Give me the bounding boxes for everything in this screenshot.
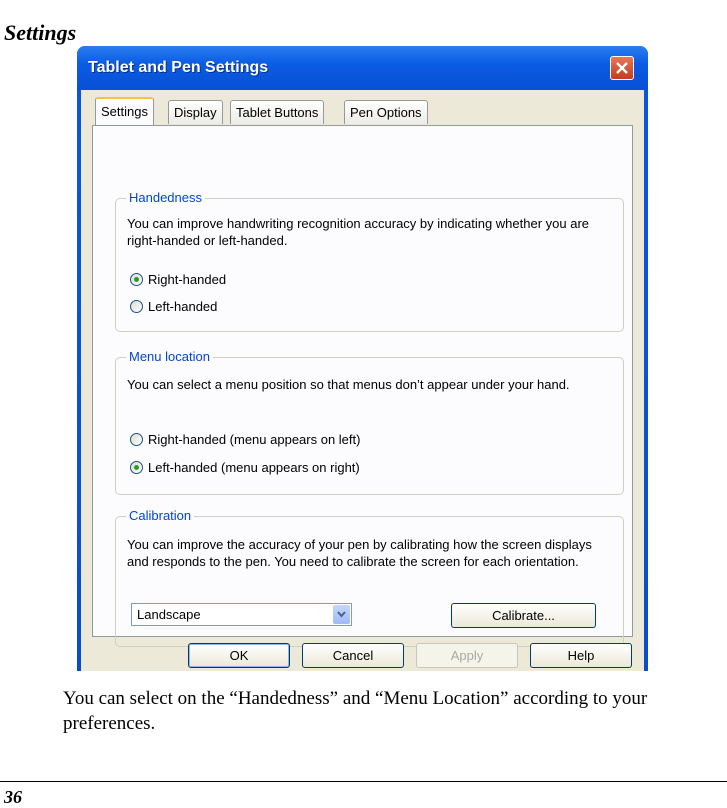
radio-label: Left-handed — [148, 299, 218, 314]
tab-pen-options[interactable]: Pen Options — [344, 100, 428, 124]
calibration-label: Calibration — [126, 508, 194, 523]
chevron-down-icon — [337, 611, 346, 618]
orientation-select[interactable] — [131, 603, 352, 626]
radio-label: Right-handed (menu appears on left) — [148, 432, 361, 447]
window-title: Tablet and Pen Settings — [88, 59, 269, 76]
calibration-description: You can improve the accuracy of your pen by calibrating how the screen displays and responds to the pen. You need to calibrate the screen for each orientation. — [127, 537, 592, 569]
ok-button[interactable]: OK — [188, 643, 290, 668]
handedness-group — [115, 190, 624, 332]
calibration-group — [115, 508, 624, 647]
menu-location-group — [115, 349, 624, 495]
dropdown-arrow-button[interactable] — [333, 605, 350, 624]
radio-right-handed[interactable] — [130, 273, 143, 286]
cancel-button[interactable]: Cancel — [302, 643, 404, 668]
handedness-label: Handedness — [126, 190, 205, 205]
tab-display[interactable]: Display — [168, 100, 223, 124]
dialog-client-area — [81, 90, 644, 671]
tablet-pen-settings-dialog — [77, 46, 648, 671]
document-heading: Settings — [4, 20, 77, 45]
footer-divider — [0, 781, 727, 782]
title-bar[interactable] — [77, 46, 648, 90]
orientation-value: Landscape — [137, 607, 201, 622]
tab-tablet-buttons[interactable]: Tablet Buttons — [230, 100, 324, 124]
close-icon — [615, 61, 629, 75]
handedness-description: You can improve handwriting recognition accuracy by indicating whether you are right-handed or left-handed. — [127, 216, 590, 248]
calibrate-button[interactable]: Calibrate... — [451, 603, 596, 628]
close-button[interactable] — [610, 56, 634, 80]
radio-left-handed[interactable] — [130, 300, 143, 313]
help-button[interactable]: Help — [530, 643, 632, 668]
radio-label: Right-handed — [148, 272, 227, 287]
radio-menu-left-handed[interactable] — [130, 461, 143, 474]
menu-location-description: You can select a menu position so that menus don’t appear under your hand. — [127, 377, 570, 392]
radio-label: Left-handed (menu appears on right) — [148, 460, 360, 475]
radio-menu-right-handed[interactable] — [130, 433, 143, 446]
tab-settings[interactable]: Settings — [95, 97, 154, 125]
body-text: You can select on the “Handedness” and “Menu Location” according to your preferences. — [63, 688, 648, 734]
settings-tab-panel — [92, 125, 633, 637]
apply-button[interactable]: Apply — [416, 643, 518, 668]
menu-location-label: Menu location — [126, 349, 213, 364]
page-number: 36 — [4, 787, 22, 807]
